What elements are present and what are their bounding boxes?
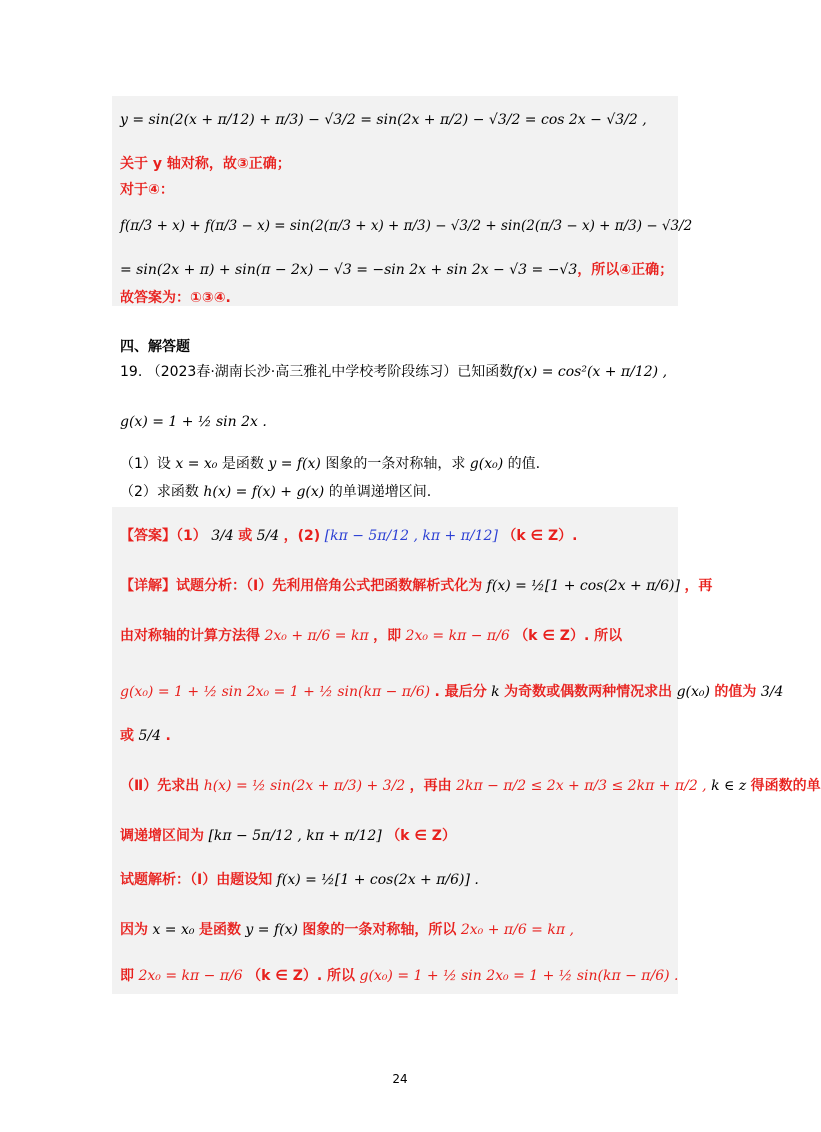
sol18-line-3: 对于④： <box>120 182 174 198</box>
detail-line-6: 调递增区间为 [kπ − 5π/12 , kπ + π/12] （k ∈ Z） <box>120 828 456 844</box>
sol18-line-1: y = sin(2(x + π/12) + π/3) − √3/2 = sin(2x + π/2) − √3/2 = cos 2x − √3/2 , <box>120 112 647 128</box>
q19-part-1: （1）设 x = x₀ 是函数 y = f(x) 图象的一条对称轴，求 g(x₀) 的值. <box>120 456 541 472</box>
sol18-line-2: 关于 y 轴对称，故③正确； <box>120 156 291 172</box>
sol18-line-5: = sin(2x + π) + sin(π − 2x) − √3 = −sin 2x + sin 2x − √3 = −√3，所以④正确； <box>120 262 674 278</box>
detail-line-2: 由对称轴的计算方法得 2x₀ + π/6 = kπ ，即 2x₀ = kπ − π/6 （k ∈ Z）. 所以 <box>120 628 623 644</box>
sol18-line-4: f(π/3 + x) + f(π/3 − x) = sin(2(π/3 + x) + π/3) − √3/2 + sin(2(π/3 − x) + π/3) − √3/2 <box>120 218 693 234</box>
detail-line-3: g(x₀) = 1 + ½ sin 2x₀ = 1 + ½ sin(kπ − π/6) . 最后分 k 为奇数或偶数两种情况求出 g(x₀) 的值为 3/4 <box>120 684 784 700</box>
page-number: 24 <box>392 1072 408 1086</box>
detail-line-4: 或 5/4 . <box>120 728 171 744</box>
detail-line-8: 因为 x = x₀ 是函数 y = f(x) 图象的一条对称轴，所以 2x₀ + π/6 = kπ , <box>120 922 574 938</box>
section-title: 四、解答题 <box>120 339 190 355</box>
detail-line-1: 【详解】试题分析：（Ⅰ）先利用倍角公式把函数解析式化为 f(x) = ½[1 + cos(2x + π/6)] ，再 <box>120 578 713 594</box>
detail-line-7: 试题解析：（I）由题设知 f(x) = ½[1 + cos(2x + π/6)] . <box>120 872 479 888</box>
answer-line: 【答案】（1） 3/4 或 5/4 ，(2) [kπ − 5π/12 , kπ + π/12] （k ∈ Z）. <box>120 528 578 544</box>
detail-line-9: 即 2x₀ = kπ − π/6 （k ∈ Z）. 所以 g(x₀) = 1 + ½ sin 2x₀ = 1 + ½ sin(kπ − π/6) . <box>120 968 679 984</box>
q19-part-2: （2）求函数 h(x) = f(x) + g(x) 的单调递增区间. <box>120 484 432 500</box>
q19-stem-g: g(x) = 1 + ½ sin 2x . <box>120 414 267 430</box>
sol18-line-6: 故答案为：①③④. <box>120 290 231 306</box>
detail-line-5: （Ⅱ）先求出 h(x) = ½ sin(2x + π/3) + 3/2 ，再由 2kπ − π/2 ≤ 2x + π/3 ≤ 2kπ + π/2 , k ∈ z 得函数的单 <box>120 778 821 794</box>
q19-stem: 19. （2023春·湖南长沙·高三雅礼中学校考阶段练习）已知函数f(x) = cos²(x + π/12) , <box>120 364 668 380</box>
